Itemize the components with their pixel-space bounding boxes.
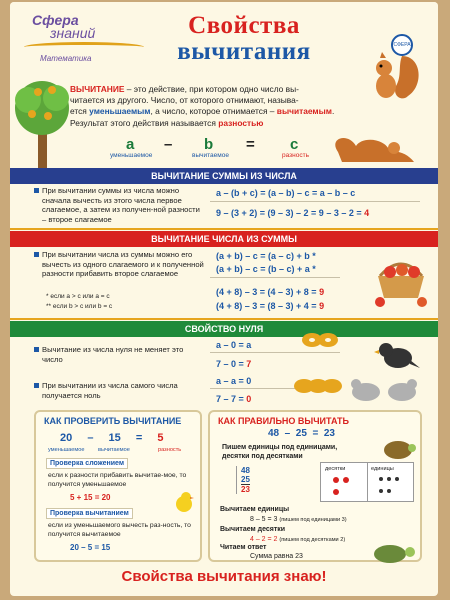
definition-line2: читается из другого. Число, от которого отнимают, называ-	[70, 95, 299, 106]
label-subtrahend: вычитаемое	[98, 447, 130, 453]
card-title: КАК ПРАВИЛЬНО ВЫЧИТАТЬ	[218, 416, 349, 426]
check-by-addition-title: Проверка сложением	[46, 458, 128, 469]
rule-formula: a – (b + c) = (a – b) – c = a – b – c	[216, 188, 356, 198]
term-subtraction: ВЫЧИТАНИЕ	[70, 84, 125, 94]
divider	[210, 277, 340, 278]
definition-line1: – это действие, при котором одно число вы-	[124, 84, 299, 94]
crow-illustration	[374, 338, 420, 374]
apple-basket-illustration	[372, 258, 430, 308]
column-minuend: 48	[241, 466, 250, 475]
tens-header: десятки	[325, 466, 346, 472]
label-minuend: уменьшаемое	[48, 447, 85, 453]
example-expression: 48 – 25 = 23	[268, 428, 335, 439]
step3-equation: 4 – 2 = 2	[250, 536, 278, 543]
example-formula-2: 7 – 7 =	[216, 394, 247, 404]
turtle-illustration	[368, 538, 418, 564]
term-difference: разностью	[218, 117, 264, 128]
example-result-1: 7	[246, 359, 252, 369]
check-by-subtraction-example: 20 – 5 = 15	[70, 543, 111, 552]
formula-c: c	[290, 136, 299, 153]
divider-stripe	[10, 318, 438, 320]
page-title-line2: вычитания	[177, 38, 311, 65]
divider	[210, 352, 340, 353]
example-formula: 9 – (3 + 2) = (9 – 3) – 2 = 9 – 3 – 2 =	[216, 208, 365, 218]
apple-tree-illustration	[14, 70, 72, 180]
example-formula-2: (4 + 8) – 3 = (8 – 3) + 4 =	[216, 301, 320, 311]
rule-text-1: Вычитание из числа нуля не меняет это число	[34, 345, 204, 364]
check-by-addition-example: 5 + 15 = 20	[70, 493, 111, 502]
example-result: 4	[364, 208, 370, 218]
definition-line3-c: , а число, которое отнимается –	[150, 106, 277, 117]
minuend-value: 20	[60, 432, 73, 444]
rule-formula-1: a – 0 = a	[216, 340, 252, 350]
example-result-1: 9	[319, 287, 325, 297]
rule-formula-1: (a + b) – c = (a – c) + b *	[216, 251, 316, 261]
definition-line3-e: .	[331, 106, 335, 117]
definition-line4-a: Результат этого действия называется	[70, 117, 219, 128]
brand-line2: знаний	[50, 25, 96, 41]
term-minuend: уменьшаемым	[89, 106, 151, 117]
step4-text: Читаем ответ	[220, 544, 267, 551]
step2-equation: 8 – 5 = 3	[250, 516, 278, 523]
step2-note: (пишем под единицами 3)	[279, 517, 347, 523]
definition-line3-a: ется	[70, 106, 90, 117]
step3-text: Вычитаем десятки	[220, 526, 286, 533]
difference-value: 5	[157, 432, 164, 444]
footnote-1: * если a > c или a = c	[46, 293, 110, 300]
label-minuend: уменьшаемое	[110, 152, 153, 159]
page-title-line1: Свойства	[188, 12, 300, 39]
example-result-2: 9	[319, 301, 325, 311]
example-result-2: 0	[246, 394, 252, 404]
divider	[210, 201, 420, 202]
squirrel-running-illustration	[328, 132, 418, 166]
subject-label: Математика	[40, 54, 92, 63]
section-sum-from-number-title: ВЫЧИТАНИЕ СУММЫ ИЗ ЧИСЛА	[10, 168, 438, 184]
rule-formula-2: (a + b) – c = (b – c) + a *	[216, 264, 316, 274]
answer-text: Сумма равна 23	[250, 553, 303, 560]
turtle-with-sign-illustration	[378, 432, 418, 462]
divider-stripe	[10, 228, 438, 230]
chick-illustration	[172, 490, 196, 514]
formula-a: a	[126, 136, 135, 153]
check-by-subtraction-title: Проверка вычитанием	[46, 508, 133, 519]
subtrahend-value: 15	[108, 432, 121, 444]
step2-text: Вычитаем единицы	[220, 506, 290, 513]
column-result: 23	[241, 485, 250, 494]
check-subtraction-card	[34, 410, 202, 562]
check-by-subtraction-text: если из уменьшаемого вычесть раз-ность, то получится вычитаемое	[48, 522, 191, 538]
formula-minus: –	[164, 136, 173, 153]
publisher-logo: СФЕРА	[391, 34, 413, 56]
minus-sign: –	[87, 432, 94, 444]
how-to-subtract-card	[208, 410, 422, 562]
place-value-table	[320, 462, 414, 502]
term-subtrahend: вычитаемым	[276, 106, 332, 117]
equals-sign: =	[135, 432, 143, 444]
rule-text-2: При вычитании из числа самого числа получается ноль	[34, 381, 204, 400]
label-difference: разность	[158, 447, 182, 453]
brand-line1: Сфера	[32, 12, 79, 28]
units-header: единицы	[371, 466, 394, 472]
poster	[10, 2, 438, 596]
bagels-empty-illustration	[292, 374, 344, 396]
section-number-from-sum-title: ВЫЧИТАНИЕ ЧИСЛА ИЗ СУММЫ	[10, 231, 438, 247]
card-title: КАК ПРОВЕРИТЬ ВЫЧИТАНИЕ	[44, 416, 182, 426]
section-sum-from-number	[10, 184, 438, 226]
example-formula-1: (4 + 8) – 3 = (4 – 3) + 8 =	[216, 287, 320, 297]
column-subtrahend: 25	[241, 475, 250, 484]
label-difference: разность	[282, 152, 309, 159]
label-subtrahend: вычитаемое	[192, 152, 229, 159]
step1-text: Пишем единицы под единицами, десятки под десятками	[222, 444, 338, 460]
rule-formula-2: a – a = 0	[216, 376, 252, 386]
formula	[96, 136, 326, 158]
example-formula-1: 7 – 0 =	[216, 359, 247, 369]
footnote-2: ** если b > c или b = c	[46, 303, 113, 310]
formula-equals: =	[246, 136, 255, 153]
step3-note: (пишем под десятками 2)	[279, 537, 346, 543]
rule-text: При вычитании суммы из числа можно сначала вычесть из этого числа первое слагаемое, а затем из получен-ной разности – второе слагаемое	[34, 186, 204, 224]
check-by-addition-text: если к разности прибавить вычитае-мое, то получится уменьшаемое	[48, 472, 187, 488]
formula-b: b	[204, 136, 214, 153]
section-zero-property-title: СВОЙСТВО НУЛЯ	[10, 321, 438, 337]
rule-text: При вычитании числа из суммы можно его вычесть из одного слагаемого и к полученной разности прибавить второе слагаемое	[34, 250, 204, 279]
mice-illustration	[348, 374, 422, 404]
footer-slogan: Свойства вычитания знаю!	[121, 568, 327, 585]
bagels-illustration	[300, 328, 340, 350]
